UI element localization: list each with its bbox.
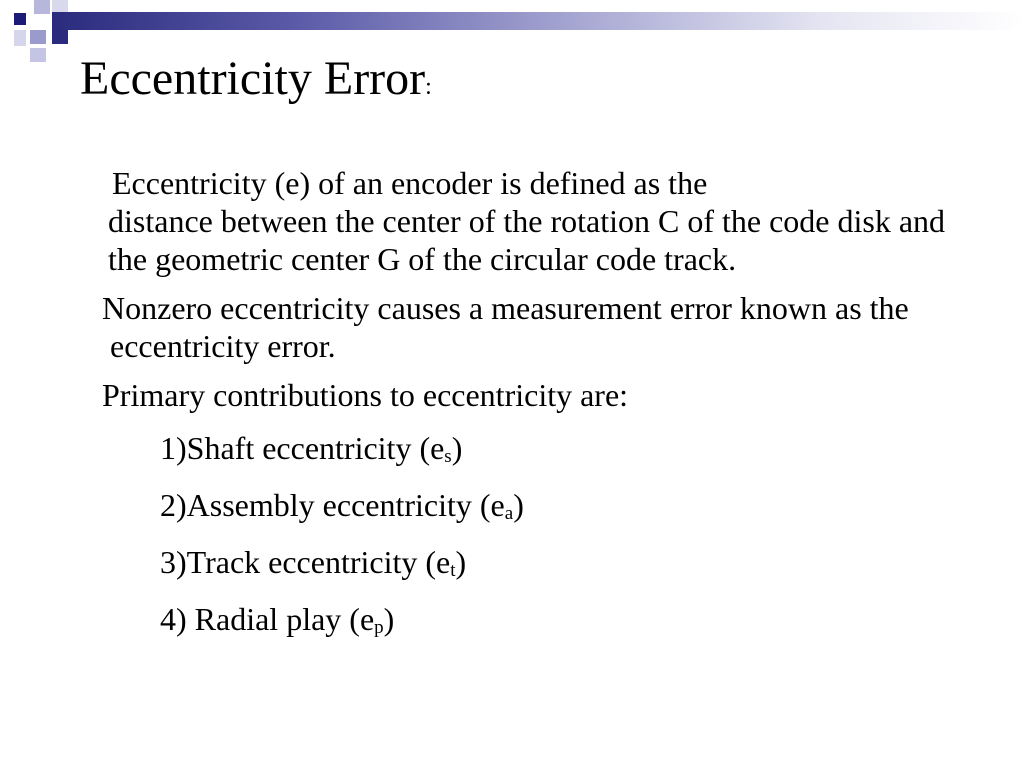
paragraph-definition-rest: distance between the center of the rotation C of the code disk and the geometric center G of the circular code track. — [108, 203, 946, 277]
list-item — [96, 424, 956, 481]
list-item-subscript: t — [450, 560, 456, 581]
list-item — [96, 481, 956, 538]
contributions-list — [96, 424, 956, 652]
list-item-suffix: ) — [451, 430, 463, 466]
list-item-suffix: ) — [383, 601, 395, 637]
decor-square — [52, 30, 68, 44]
decor-square — [34, 0, 50, 14]
list-item-text: 3)Track eccentricity (e — [160, 544, 451, 580]
decor-square — [52, 0, 68, 12]
paragraph-nonzero: Nonzero eccentricity causes a measurement error known as the eccentricity error. — [102, 290, 909, 364]
slide-title-colon: : — [425, 74, 432, 100]
list-item-text: 4) Radial play (e — [160, 601, 375, 637]
paragraph-definition-line1: Eccentricity (e) of an encoder is defined as the — [112, 165, 708, 201]
list-item-subscript: p — [374, 617, 384, 638]
slide-title-text: Eccentricity Error — [80, 52, 426, 105]
decor-square — [30, 48, 46, 62]
slide-body — [96, 164, 956, 652]
list-item-text: 1)Shaft eccentricity (e — [160, 430, 445, 466]
header-gradient-band — [52, 12, 1024, 30]
decor-square — [14, 30, 26, 46]
decor-square — [14, 13, 26, 25]
slide-title — [80, 50, 432, 116]
list-item-suffix: ) — [455, 544, 467, 580]
list-item — [96, 538, 956, 595]
paragraph-definition — [96, 164, 956, 278]
list-item-subscript: s — [444, 446, 452, 467]
list-item-suffix: ) — [513, 487, 524, 523]
list-item-subscript: a — [504, 503, 514, 524]
decor-square — [30, 30, 46, 44]
list-item — [96, 595, 956, 652]
list-item-text: 2)Assembly eccentricity (e — [160, 487, 505, 523]
paragraph-contributions: Primary contributions to eccentricity are: — [102, 377, 629, 413]
